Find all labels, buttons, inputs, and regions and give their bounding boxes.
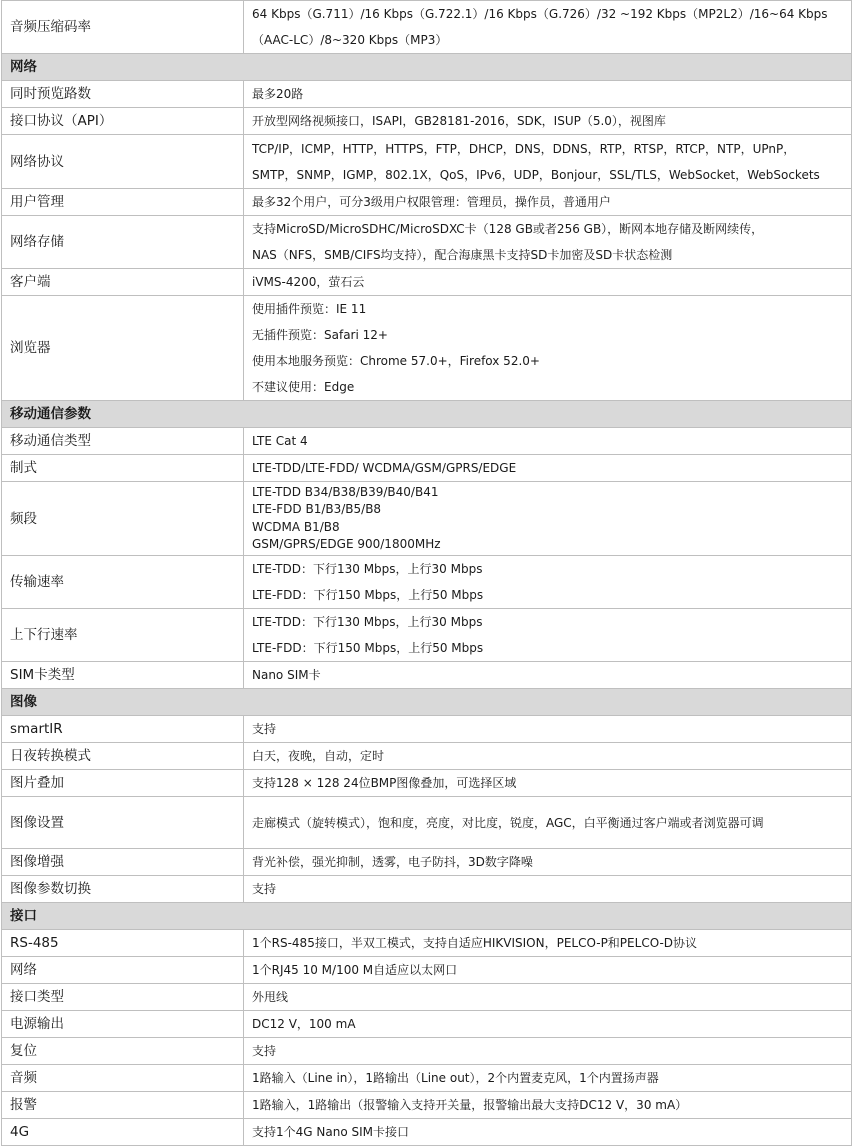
spec-name: RS-485 — [2, 930, 244, 957]
section-title: 移动通信参数 — [2, 401, 852, 428]
spec-value-line: GSM/GPRS/EDGE 900/1800MHz — [252, 537, 441, 551]
spec-value — [244, 716, 852, 743]
spec-name: smartIR — [2, 716, 244, 743]
spec-row — [2, 957, 852, 984]
spec-value-line: LTE Cat 4 — [252, 434, 308, 448]
spec-value — [244, 743, 852, 770]
spec-value-line: 背光补偿，强光抑制，透雾，电子防抖，3D数字降噪 — [252, 855, 533, 869]
spec-value-line: 外甩线 — [252, 990, 289, 1004]
spec-row — [2, 1092, 852, 1119]
spec-name: 4G — [2, 1119, 244, 1146]
spec-value — [244, 428, 852, 455]
spec-value — [244, 482, 852, 556]
spec-row — [2, 216, 852, 269]
spec-name: 图像参数切换 — [2, 876, 244, 903]
spec-row — [2, 1038, 852, 1065]
spec-table-body — [2, 1, 852, 1146]
spec-value — [244, 1092, 852, 1119]
spec-value-line: Nano SIM卡 — [252, 668, 321, 682]
spec-name: 接口协议（API） — [2, 108, 244, 135]
spec-value-line: NAS（NFS，SMB/CIFS均支持），配合海康黑卡支持SD卡加密及SD卡状态检测 — [252, 248, 673, 262]
section-title: 网络 — [2, 54, 852, 81]
spec-name: 图像设置 — [2, 797, 244, 849]
spec-value — [244, 849, 852, 876]
spec-value — [244, 876, 852, 903]
spec-name: 电源输出 — [2, 1011, 244, 1038]
spec-value — [244, 662, 852, 689]
spec-name: 接口类型 — [2, 984, 244, 1011]
spec-value — [244, 957, 852, 984]
spec-value-line: WCDMA B1/B8 — [252, 519, 340, 534]
spec-row — [2, 1, 852, 54]
spec-value-line: LTE-TDD：下行130 Mbps，上行30 Mbps — [252, 562, 483, 576]
spec-row — [2, 743, 852, 770]
spec-value — [244, 189, 852, 216]
spec-value-line: 最多20路 — [252, 87, 304, 101]
spec-row — [2, 930, 852, 957]
spec-value — [244, 1065, 852, 1092]
spec-value-line: 支持1个4G Nano SIM卡接口 — [252, 1125, 409, 1139]
spec-row — [2, 984, 852, 1011]
spec-value-line: 无插件预览：Safari 12+ — [252, 328, 388, 342]
spec-value-line: 不建议使用：Edge — [252, 380, 355, 394]
spec-value — [244, 135, 852, 189]
spec-name: 制式 — [2, 455, 244, 482]
spec-row — [2, 876, 852, 903]
spec-row — [2, 269, 852, 296]
spec-name: 图像增强 — [2, 849, 244, 876]
spec-row — [2, 455, 852, 482]
spec-name: 复位 — [2, 1038, 244, 1065]
spec-value — [244, 930, 852, 957]
spec-table — [1, 0, 852, 1146]
spec-value — [244, 108, 852, 135]
spec-value-line: TCP/IP，ICMP，HTTP，HTTPS，FTP，DHCP，DNS，DDNS，RTP，RTSP，RTCP，NTP，UPnP， — [252, 141, 796, 156]
spec-row — [2, 482, 852, 556]
spec-name: 同时预览路数 — [2, 81, 244, 108]
section-header-row — [2, 54, 852, 81]
spec-row — [2, 797, 852, 849]
spec-name: 音频压缩码率 — [2, 1, 244, 54]
spec-row — [2, 189, 852, 216]
spec-value-line: LTE-TDD：下行130 Mbps，上行30 Mbps — [252, 615, 483, 629]
section-header-row — [2, 903, 852, 930]
spec-value — [244, 296, 852, 401]
spec-name: 客户端 — [2, 269, 244, 296]
spec-row — [2, 662, 852, 689]
section-title: 接口 — [2, 903, 852, 930]
spec-value-line: LTE-FDD：下行150 Mbps，上行50 Mbps — [252, 641, 484, 655]
spec-value — [244, 1011, 852, 1038]
spec-value — [244, 1, 852, 54]
spec-value — [244, 1119, 852, 1146]
spec-value-line: 1路输入，1路输出（报警输入支持开关量，报警输出最大支持DC12 V，30 mA） — [252, 1098, 688, 1112]
spec-row — [2, 135, 852, 189]
spec-value — [244, 556, 852, 609]
spec-value — [244, 770, 852, 797]
spec-value-line: LTE-TDD B34/B38/B39/B40/B41 — [252, 484, 439, 499]
spec-value-line: 1个RS-485接口，半双工模式，支持自适应HIKVISION，PELCO-P和PELCO-D协议 — [252, 936, 698, 950]
spec-value — [244, 609, 852, 662]
spec-value-line: 走廊模式（旋转模式），饱和度，亮度，对比度，锐度，AGC，白平衡通过客户端或者浏览器可调 — [252, 815, 764, 830]
spec-value-line: LTE-FDD：下行150 Mbps，上行50 Mbps — [252, 588, 484, 602]
spec-value — [244, 797, 852, 849]
spec-value-line: 使用插件预览：IE 11 — [252, 302, 367, 316]
spec-name: 网络存储 — [2, 216, 244, 269]
spec-value-line: iVMS-4200，萤石云 — [252, 275, 365, 289]
spec-value-line: 支持MicroSD/MicroSDHC/MicroSDXC卡（128 GB或者256 GB），断网本地存储及断网续传， — [252, 222, 764, 236]
spec-row — [2, 296, 852, 401]
spec-value-line: 支持 — [252, 1044, 277, 1058]
spec-value-line: 最多32个用户，可分3级用户权限管理：管理员，操作员，普通用户 — [252, 195, 611, 209]
section-header-row — [2, 689, 852, 716]
spec-row — [2, 428, 852, 455]
spec-row — [2, 770, 852, 797]
spec-value-line: 白天，夜晚，自动，定时 — [252, 749, 385, 763]
spec-value-line: 64 Kbps（G.711）/16 Kbps（G.722.1）/16 Kbps（G.726）/32 ~192 Kbps（MP2L2）/16~64 Kbps — [252, 7, 828, 21]
spec-name: 移动通信类型 — [2, 428, 244, 455]
spec-value-line: 1路输入（Line in），1路输出（Line out），2个内置麦克风，1个内置扬声器 — [252, 1071, 659, 1085]
spec-name: 报警 — [2, 1092, 244, 1119]
spec-name: 日夜转换模式 — [2, 743, 244, 770]
spec-value-line: 支持 — [252, 722, 277, 736]
spec-name: 图片叠加 — [2, 770, 244, 797]
spec-value-line: 支持128 × 128 24位BMP图像叠加，可选择区域 — [252, 776, 517, 790]
spec-value — [244, 984, 852, 1011]
spec-value-line: LTE-FDD B1/B3/B5/B8 — [252, 502, 382, 516]
spec-name: 用户管理 — [2, 189, 244, 216]
spec-name: 网络协议 — [2, 135, 244, 189]
section-title: 图像 — [2, 689, 852, 716]
spec-value-line: 开放型网络视频接口，ISAPI，GB28181-2016，SDK，ISUP（5.0），视图库 — [252, 114, 666, 128]
spec-row — [2, 716, 852, 743]
spec-value — [244, 216, 852, 269]
spec-name: SIM卡类型 — [2, 662, 244, 689]
spec-value-line: 1个RJ45 10 M/100 M自适应以太网口 — [252, 963, 458, 977]
spec-name: 频段 — [2, 482, 244, 556]
spec-value — [244, 455, 852, 482]
spec-name: 浏览器 — [2, 296, 244, 401]
spec-value-line: 使用本地服务预览：Chrome 57.0+，Firefox 52.0+ — [252, 354, 540, 368]
spec-value-line: 支持 — [252, 882, 277, 896]
spec-row — [2, 1065, 852, 1092]
spec-value — [244, 1038, 852, 1065]
spec-row — [2, 1011, 852, 1038]
spec-value-line: SMTP，SNMP，IGMP，802.1X，QoS，IPv6，UDP，Bonjour，SSL/TLS，WebSocket，WebSockets — [252, 167, 820, 182]
spec-name: 音频 — [2, 1065, 244, 1092]
spec-row — [2, 81, 852, 108]
spec-row — [2, 609, 852, 662]
spec-value-line: （AAC-LC）/8~320 Kbps（MP3） — [252, 33, 448, 47]
spec-name: 网络 — [2, 957, 244, 984]
spec-row — [2, 1119, 852, 1146]
spec-name: 上下行速率 — [2, 609, 244, 662]
spec-value — [244, 269, 852, 296]
spec-value-line: DC12 V，100 mA — [252, 1017, 356, 1031]
spec-value — [244, 81, 852, 108]
spec-row — [2, 108, 852, 135]
spec-row — [2, 849, 852, 876]
spec-row — [2, 556, 852, 609]
spec-name: 传输速率 — [2, 556, 244, 609]
section-header-row — [2, 401, 852, 428]
spec-value-line: LTE-TDD/LTE-FDD/ WCDMA/GSM/GPRS/EDGE — [252, 461, 517, 475]
